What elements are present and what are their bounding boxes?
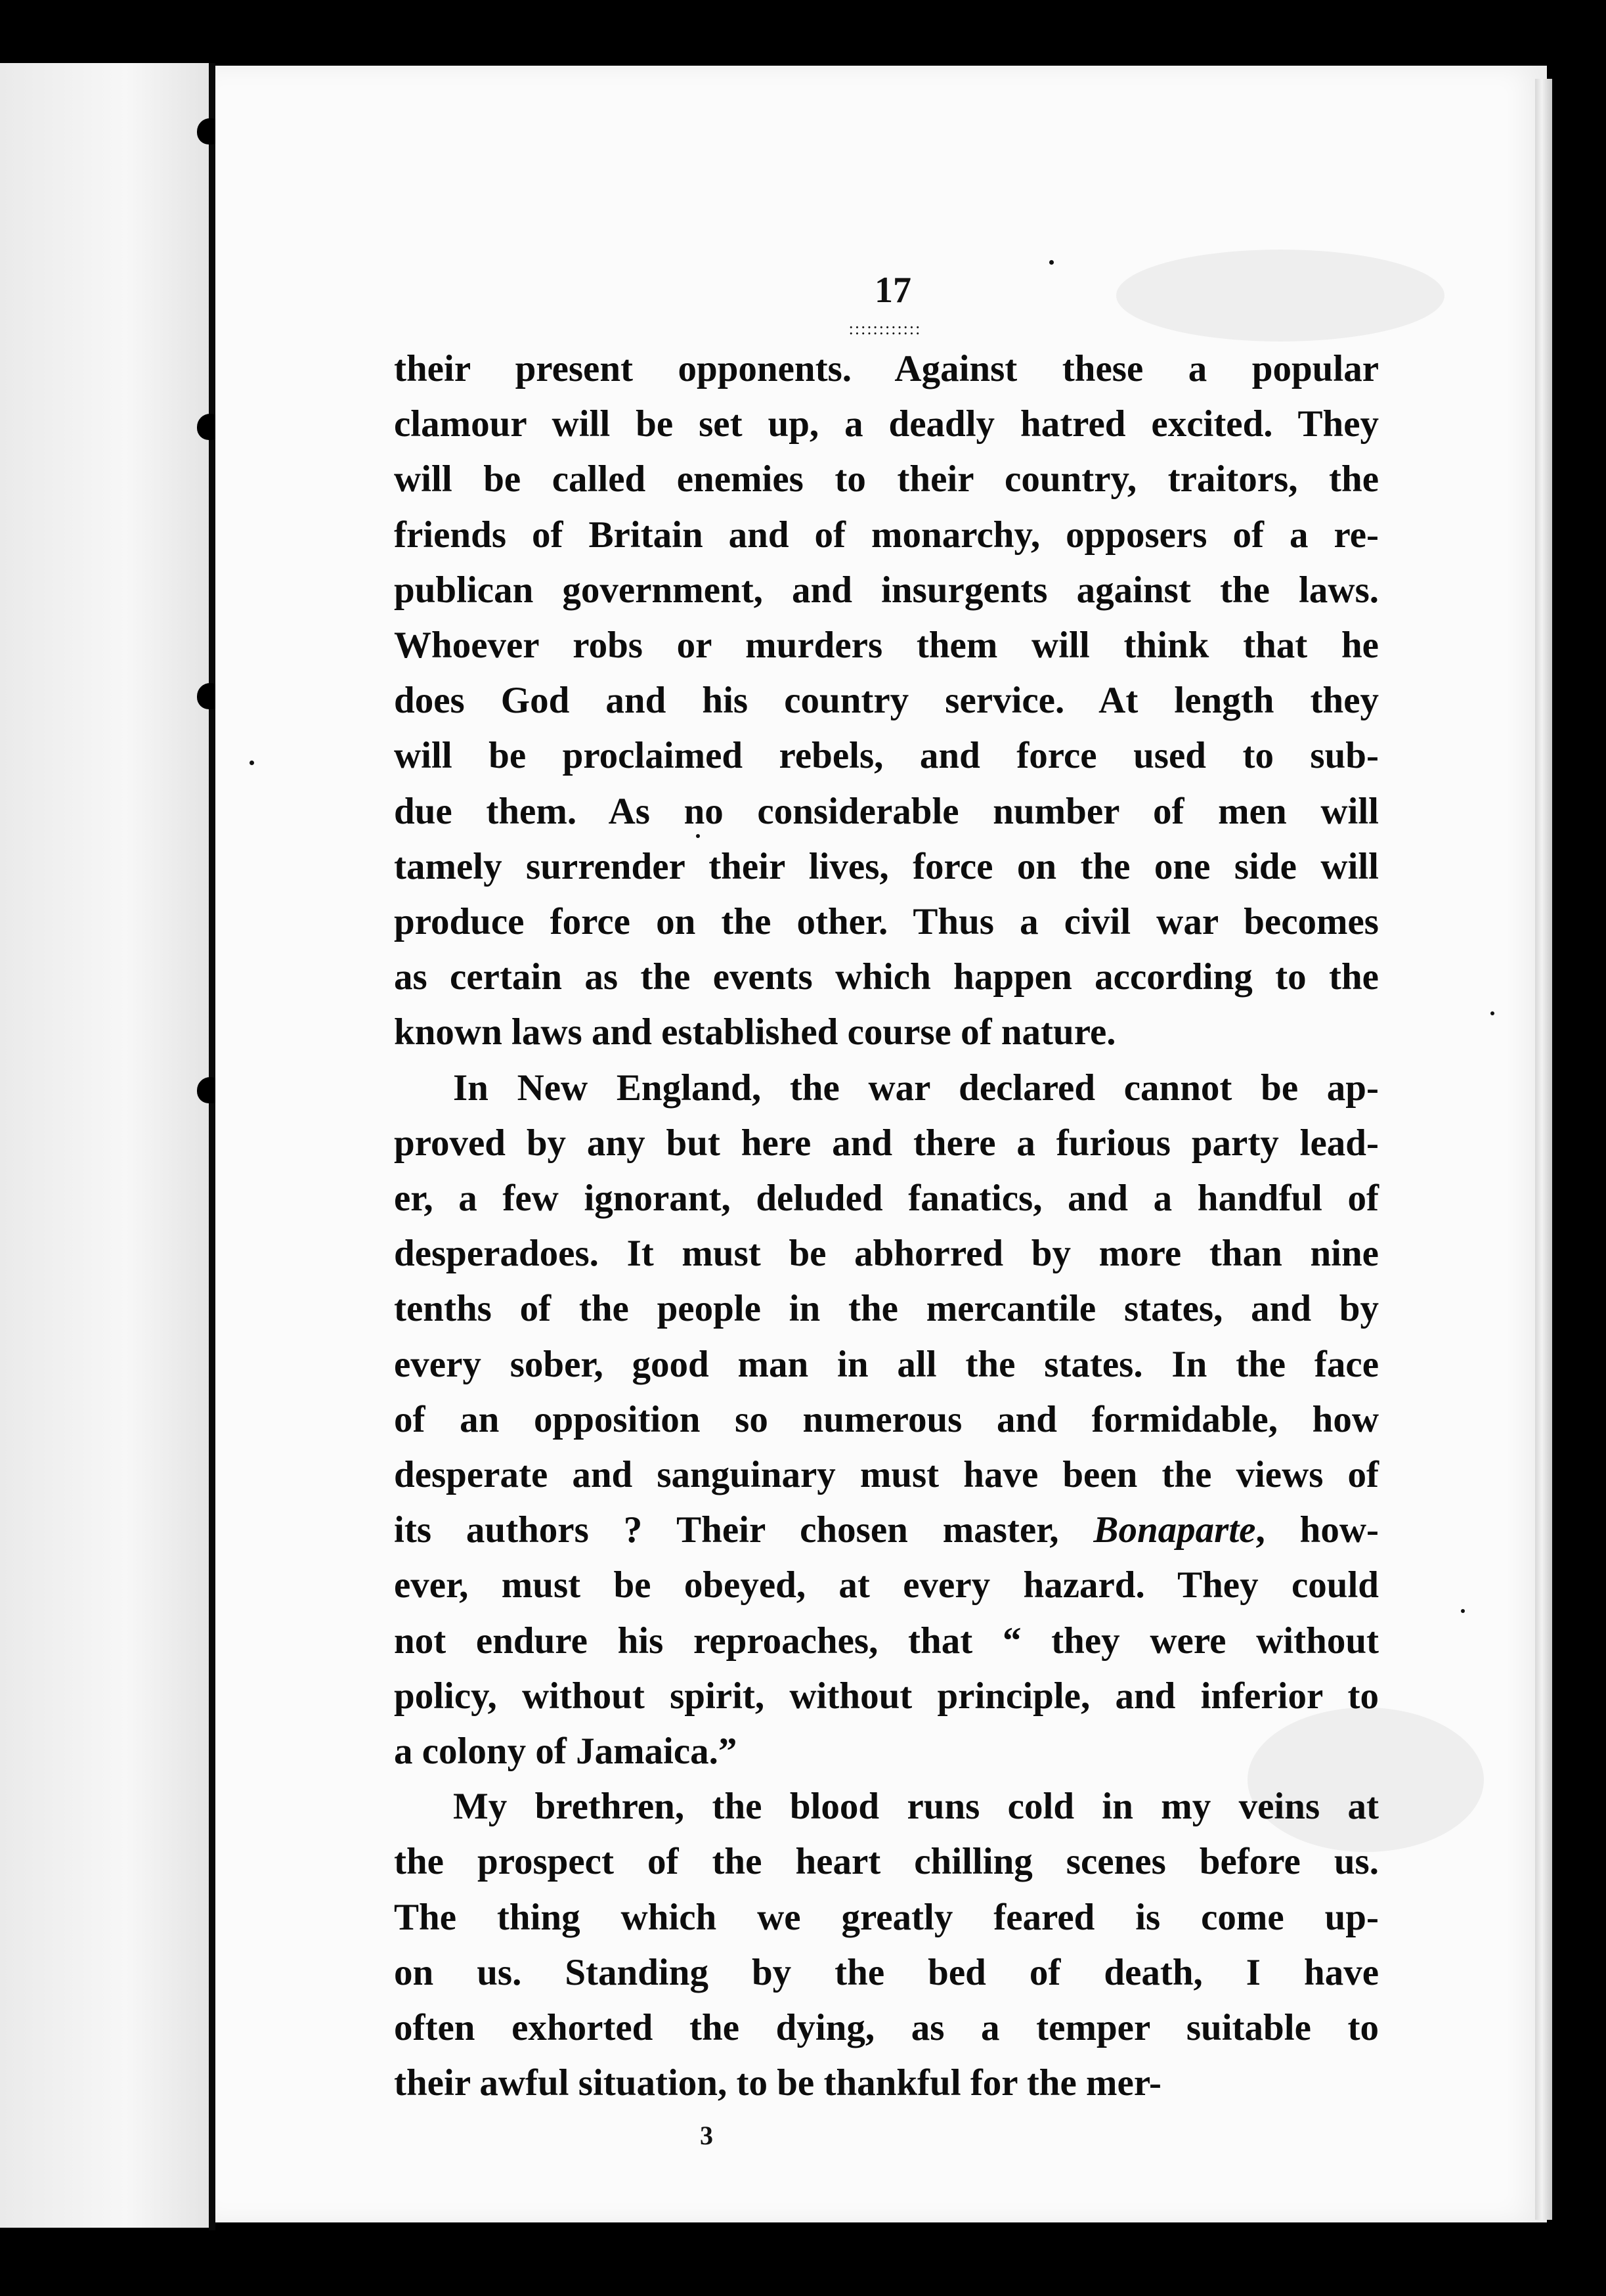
text-line: as certain as the events which happen according to the: [394, 956, 1379, 998]
text-line: their present opponents. Against these a popular: [394, 348, 1379, 389]
text-line: desperate and sanguinary must have been the views of: [394, 1454, 1379, 1496]
text-line: tenths of the people in the mercantile states, and by: [394, 1288, 1379, 1330]
header-ornament: ::::::::::::: [848, 319, 922, 338]
binding-gutter: [209, 63, 215, 2230]
text-line: Whoever robs or murders them will think that he: [394, 625, 1379, 667]
text-line: proved by any but here and there a furious party lead-: [394, 1122, 1379, 1164]
text-line: policy, without spirit, without principle, and inferior to: [394, 1675, 1379, 1717]
text-line: the prospect of the heart chilling scenes before us.: [394, 1841, 1379, 1883]
ink-speck: [1490, 1011, 1494, 1015]
text-line: every sober, good man in all the states. In the face: [394, 1343, 1379, 1385]
text-line: a colony of Jamaica.”: [394, 1731, 737, 1773]
body-text: [394, 342, 1379, 2111]
ink-speck: [250, 761, 254, 765]
text-line: not endure his reproaches, that “ they were without: [394, 1620, 1379, 1662]
text-line: The thing which we greatly feared is come up-: [394, 1896, 1379, 1938]
text-line: clamour will be set up, a deadly hatred excited. They: [394, 403, 1379, 445]
page-edge-shadow: [1535, 79, 1552, 2220]
text-line: will be proclaimed rebels, and force used to sub-: [394, 735, 1379, 777]
text-line: My brethren, the blood runs cold in my veins at: [453, 1786, 1379, 1828]
text-line: their awful situation, to be thankful for the mer-: [394, 2062, 1162, 2104]
paragraph: [394, 1779, 1379, 2111]
ink-speck: [1461, 1609, 1465, 1613]
text-line: on us. Standing by the bed of death, I have: [394, 1951, 1379, 1993]
paragraph: [394, 1061, 1379, 1780]
paragraph: [394, 342, 1379, 1061]
text-line: due them. As no considerable number of men will: [394, 790, 1379, 832]
text-line: ever, must be obeyed, at every hazard. They could: [394, 1564, 1379, 1606]
page-number: 17: [875, 270, 911, 311]
facing-page-edge: [0, 63, 210, 2228]
text-line: produce force on the other. Thus a civil war becomes: [394, 901, 1379, 943]
text-line: desperadoes. It must be abhorred by more than nine: [394, 1233, 1379, 1275]
text-line: tamely surrender their lives, force on the one side will: [394, 845, 1379, 887]
signature-mark: 3: [700, 2121, 713, 2150]
text-line: In New England, the war declared cannot be ap-: [453, 1067, 1379, 1109]
text-line: known laws and established course of nature.: [394, 1011, 1116, 1053]
text-line: friends of Britain and of monarchy, opposers of a re-: [394, 514, 1379, 556]
text-line: er, a few ignorant, deluded fanatics, and a handful of: [394, 1178, 1379, 1220]
bleed-through-smudge: [1116, 250, 1444, 342]
text-line: publican government, and insurgents against the laws.: [394, 569, 1379, 611]
text-line: of an opposition so numerous and formidable, how: [394, 1398, 1379, 1440]
text-line: its authors ? Their chosen master, Bonaparte, how-: [394, 1509, 1379, 1551]
ink-speck: [1049, 260, 1054, 265]
italic-name: Bonaparte: [1093, 1509, 1256, 1551]
text-line: often exhorted the dying, as a temper suitable to: [394, 2007, 1379, 2049]
text-line: does God and his country service. At length they: [394, 680, 1379, 722]
text-line: will be called enemies to their country, traitors, the: [394, 458, 1379, 500]
